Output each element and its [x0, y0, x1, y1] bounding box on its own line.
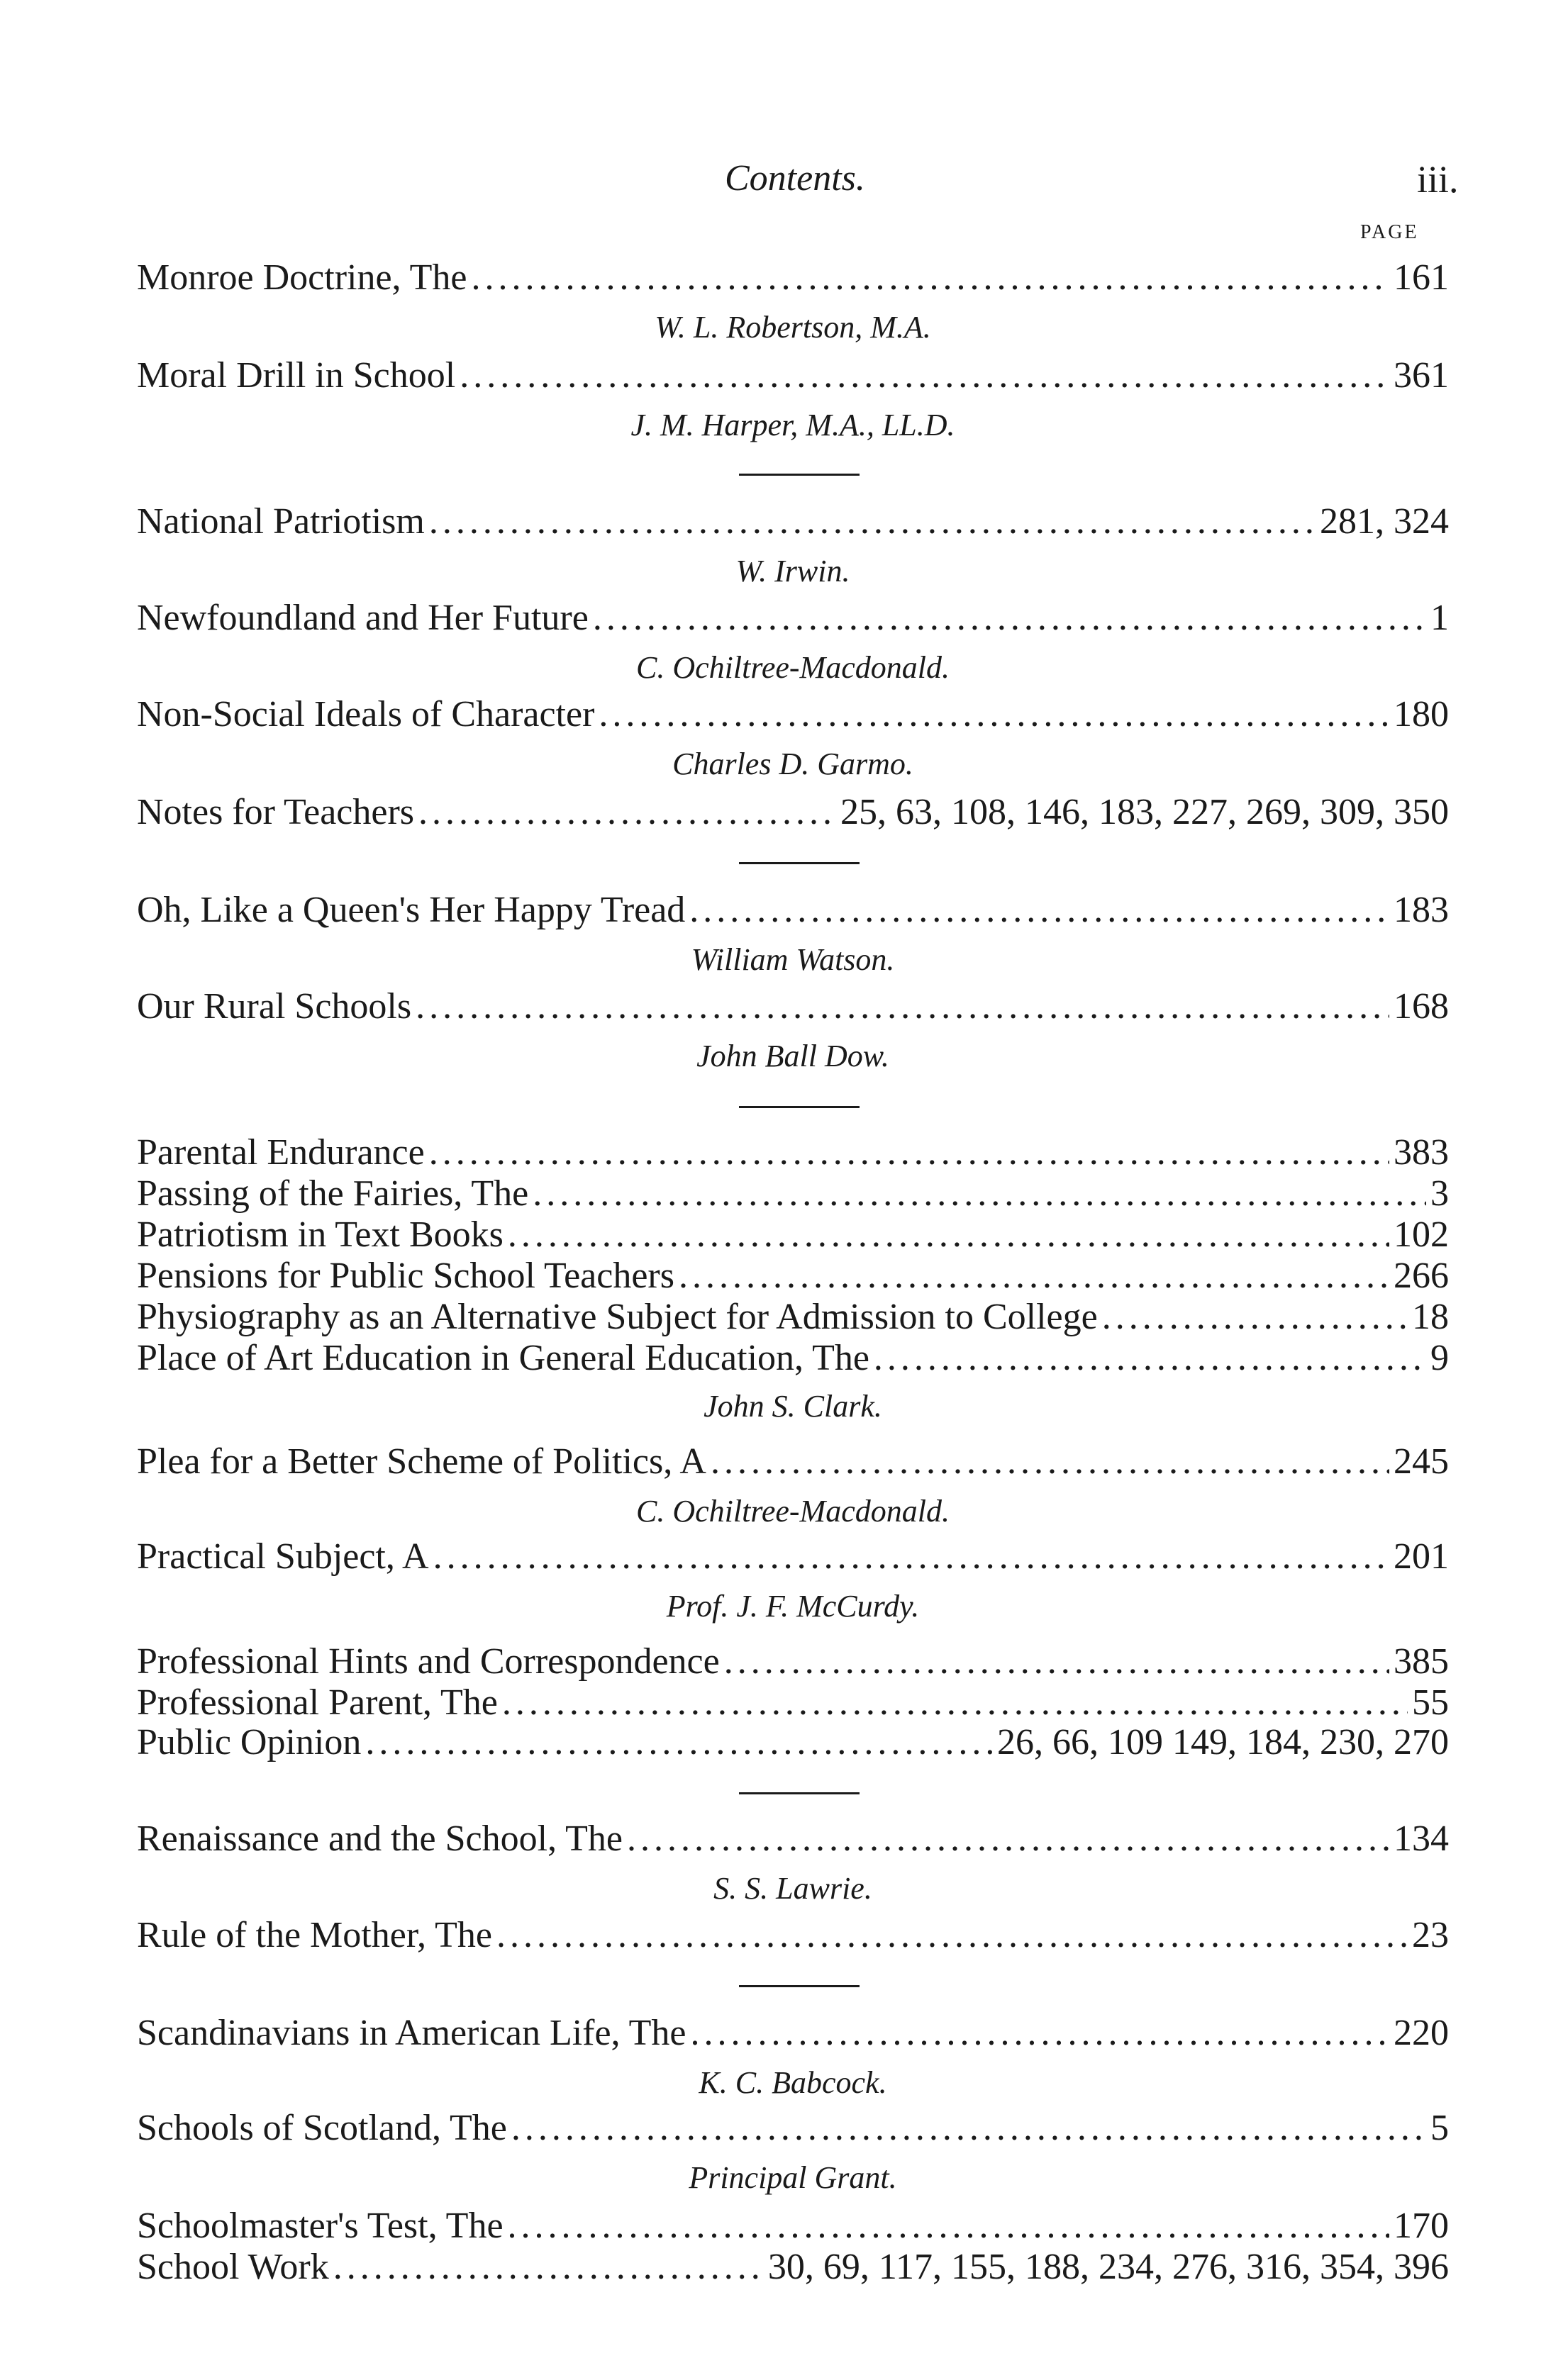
- leader-dots: [416, 988, 1389, 1025]
- entry-author: J. M. Harper, M.A., LL.D.: [630, 408, 955, 442]
- leader-dots: [679, 1258, 1389, 1295]
- toc-entry: [137, 1538, 1449, 1575]
- toc-entry: [137, 1643, 1449, 1680]
- entry-title: Public Opinion: [137, 1722, 362, 1762]
- leader-dots: [333, 2249, 764, 2286]
- entry-author: S. S. Lawrie.: [713, 1871, 872, 1906]
- entry-title: Physiography as an Alternative Subject for Admission to College: [137, 1297, 1098, 1337]
- section-divider: [739, 1106, 860, 1108]
- entry-title: Patriotism in Text Books: [137, 1214, 504, 1255]
- entry-pages: 220: [1394, 2013, 1449, 2053]
- entry-author: Prof. J. F. McCurdy.: [666, 1589, 920, 1624]
- toc-entry: [137, 988, 1449, 1025]
- toc-entry: [137, 2249, 1449, 2286]
- toc-entry: [137, 357, 1449, 394]
- entry-pages: 3: [1430, 1173, 1449, 1214]
- entry-pages: 383: [1394, 1132, 1449, 1173]
- entry-pages: 281, 324: [1320, 501, 1449, 542]
- toc-entry: [137, 600, 1449, 637]
- entry-pages: 102: [1394, 1214, 1449, 1255]
- leader-dots: [429, 503, 1316, 540]
- entry-pages: 30, 69, 117, 155, 188, 234, 276, 316, 354, 396: [767, 2247, 1449, 2287]
- entry-pages: 201: [1394, 1536, 1449, 1577]
- entry-pages: 385: [1394, 1641, 1449, 1682]
- toc-entry: [137, 1443, 1449, 1480]
- entry-title: Renaissance and the School, The: [137, 1818, 623, 1859]
- entry-title: Notes for Teachers: [137, 792, 415, 832]
- leader-dots: [711, 1443, 1389, 1480]
- toc-entry: [137, 1214, 1449, 1255]
- entry-author: W. L. Robertson, M.A.: [655, 310, 931, 345]
- entry-author: John S. Clark.: [704, 1389, 882, 1424]
- toc-entry: [137, 2110, 1449, 2147]
- entry-title: Parental Endurance: [137, 1132, 425, 1173]
- entry-title: Plea for a Better Scheme of Politics, A: [137, 1441, 706, 1482]
- entry-pages: 266: [1394, 1256, 1449, 1296]
- entry-author: Charles D. Garmo.: [672, 747, 913, 781]
- entry-author: John Ball Dow.: [696, 1039, 889, 1073]
- page-header-title: Contents.: [725, 158, 865, 199]
- leader-dots: [874, 1340, 1426, 1377]
- entry-pages: 361: [1394, 355, 1449, 396]
- section-divider: [739, 1792, 860, 1794]
- section-divider: [739, 474, 860, 476]
- page-column-label: PAGE: [1360, 221, 1419, 243]
- entry-pages: 168: [1394, 986, 1449, 1027]
- entry-title: Passing of the Fairies, The: [137, 1173, 529, 1214]
- entry-pages: 170: [1394, 2206, 1449, 2246]
- toc-entry: [137, 1258, 1449, 1295]
- leader-dots: [533, 1175, 1426, 1212]
- leader-dots: [429, 1134, 1389, 1171]
- leader-dots: [689, 892, 1389, 929]
- leader-dots: [599, 696, 1389, 733]
- entry-author: William Watson.: [691, 942, 895, 977]
- entry-title: Monroe Doctrine, The: [137, 257, 467, 298]
- entry-title: Pensions for Public School Teachers: [137, 1256, 674, 1296]
- leader-dots: [460, 357, 1389, 394]
- toc-entry: [137, 1724, 1449, 1761]
- entry-title: Moral Drill in School: [137, 355, 456, 396]
- toc-entry: [137, 259, 1449, 296]
- entry-pages: 183: [1394, 890, 1449, 930]
- entry-title: Scandinavians in American Life, The: [137, 2013, 686, 2053]
- section-divider: [739, 862, 860, 864]
- entry-pages: 23: [1412, 1915, 1449, 1955]
- leader-dots: [690, 2015, 1389, 2052]
- entry-pages: 5: [1430, 2108, 1449, 2148]
- entry-title: Rule of the Mother, The: [137, 1915, 492, 1955]
- entry-pages: 25, 63, 108, 146, 183, 227, 269, 309, 350: [840, 792, 1449, 832]
- entry-pages: 18: [1412, 1297, 1449, 1337]
- toc-entry: [137, 1299, 1449, 1336]
- toc-entry: [137, 1340, 1449, 1377]
- leader-dots: [502, 1685, 1408, 1721]
- leader-dots: [471, 259, 1389, 296]
- toc-entry: [137, 696, 1449, 733]
- leader-dots: [365, 1724, 993, 1761]
- entry-pages: 26, 66, 109 149, 184, 230, 270: [997, 1722, 1449, 1762]
- entry-title: Oh, Like a Queen's Her Happy Tread: [137, 890, 686, 930]
- toc-entry: [137, 1917, 1449, 1954]
- entry-title: Schools of Scotland, The: [137, 2108, 507, 2148]
- entry-title: Professional Hints and Correspondence: [137, 1641, 720, 1682]
- entry-title: Schoolmaster's Test, The: [137, 2206, 504, 2246]
- entry-author: C. Ochiltree-Macdonald.: [636, 1494, 950, 1529]
- entry-pages: 1: [1430, 598, 1449, 638]
- section-divider: [739, 1985, 860, 1987]
- leader-dots: [627, 1821, 1389, 1857]
- toc-entry: [137, 1818, 1449, 1859]
- entry-title: Our Rural Schools: [137, 986, 412, 1027]
- entry-pages: 55: [1412, 1682, 1449, 1723]
- entry-pages: 180: [1394, 694, 1449, 734]
- entry-title: Place of Art Education in General Education, The: [137, 1338, 869, 1378]
- entry-pages: 9: [1430, 1338, 1449, 1378]
- entry-pages: 245: [1394, 1441, 1449, 1482]
- entry-title: National Patriotism: [137, 501, 425, 542]
- entry-pages: 161: [1394, 257, 1449, 298]
- toc-entry: [137, 794, 1449, 831]
- leader-dots: [593, 600, 1426, 637]
- entry-title: School Work: [137, 2247, 329, 2287]
- toc-entry: [137, 1175, 1449, 1212]
- leader-dots: [1102, 1299, 1408, 1336]
- toc-entry: [137, 1682, 1449, 1723]
- toc-entry: [137, 1134, 1449, 1171]
- toc-entry: [137, 2015, 1449, 2052]
- leader-dots: [418, 794, 836, 831]
- entry-author: W. Irwin.: [735, 554, 850, 588]
- entry-author: K. C. Babcock.: [699, 2065, 887, 2100]
- leader-dots: [511, 2110, 1426, 2147]
- entry-author: C. Ochiltree-Macdonald.: [636, 650, 950, 685]
- page-number: iii.: [1417, 158, 1459, 201]
- entry-title: Professional Parent, The: [137, 1682, 498, 1723]
- leader-dots: [496, 1917, 1408, 1954]
- leader-dots: [724, 1643, 1389, 1680]
- toc-entry: [137, 503, 1449, 540]
- entry-title: Newfoundland and Her Future: [137, 598, 589, 638]
- entry-author: Principal Grant.: [689, 2160, 897, 2195]
- toc-entry: [137, 2208, 1449, 2245]
- entry-pages: 134: [1394, 1818, 1449, 1859]
- entry-title: Practical Subject, A: [137, 1536, 429, 1577]
- entry-title: Non-Social Ideals of Character: [137, 694, 595, 734]
- toc-entry: [137, 892, 1449, 929]
- leader-dots: [433, 1538, 1389, 1575]
- leader-dots: [508, 1217, 1389, 1253]
- leader-dots: [508, 2208, 1389, 2245]
